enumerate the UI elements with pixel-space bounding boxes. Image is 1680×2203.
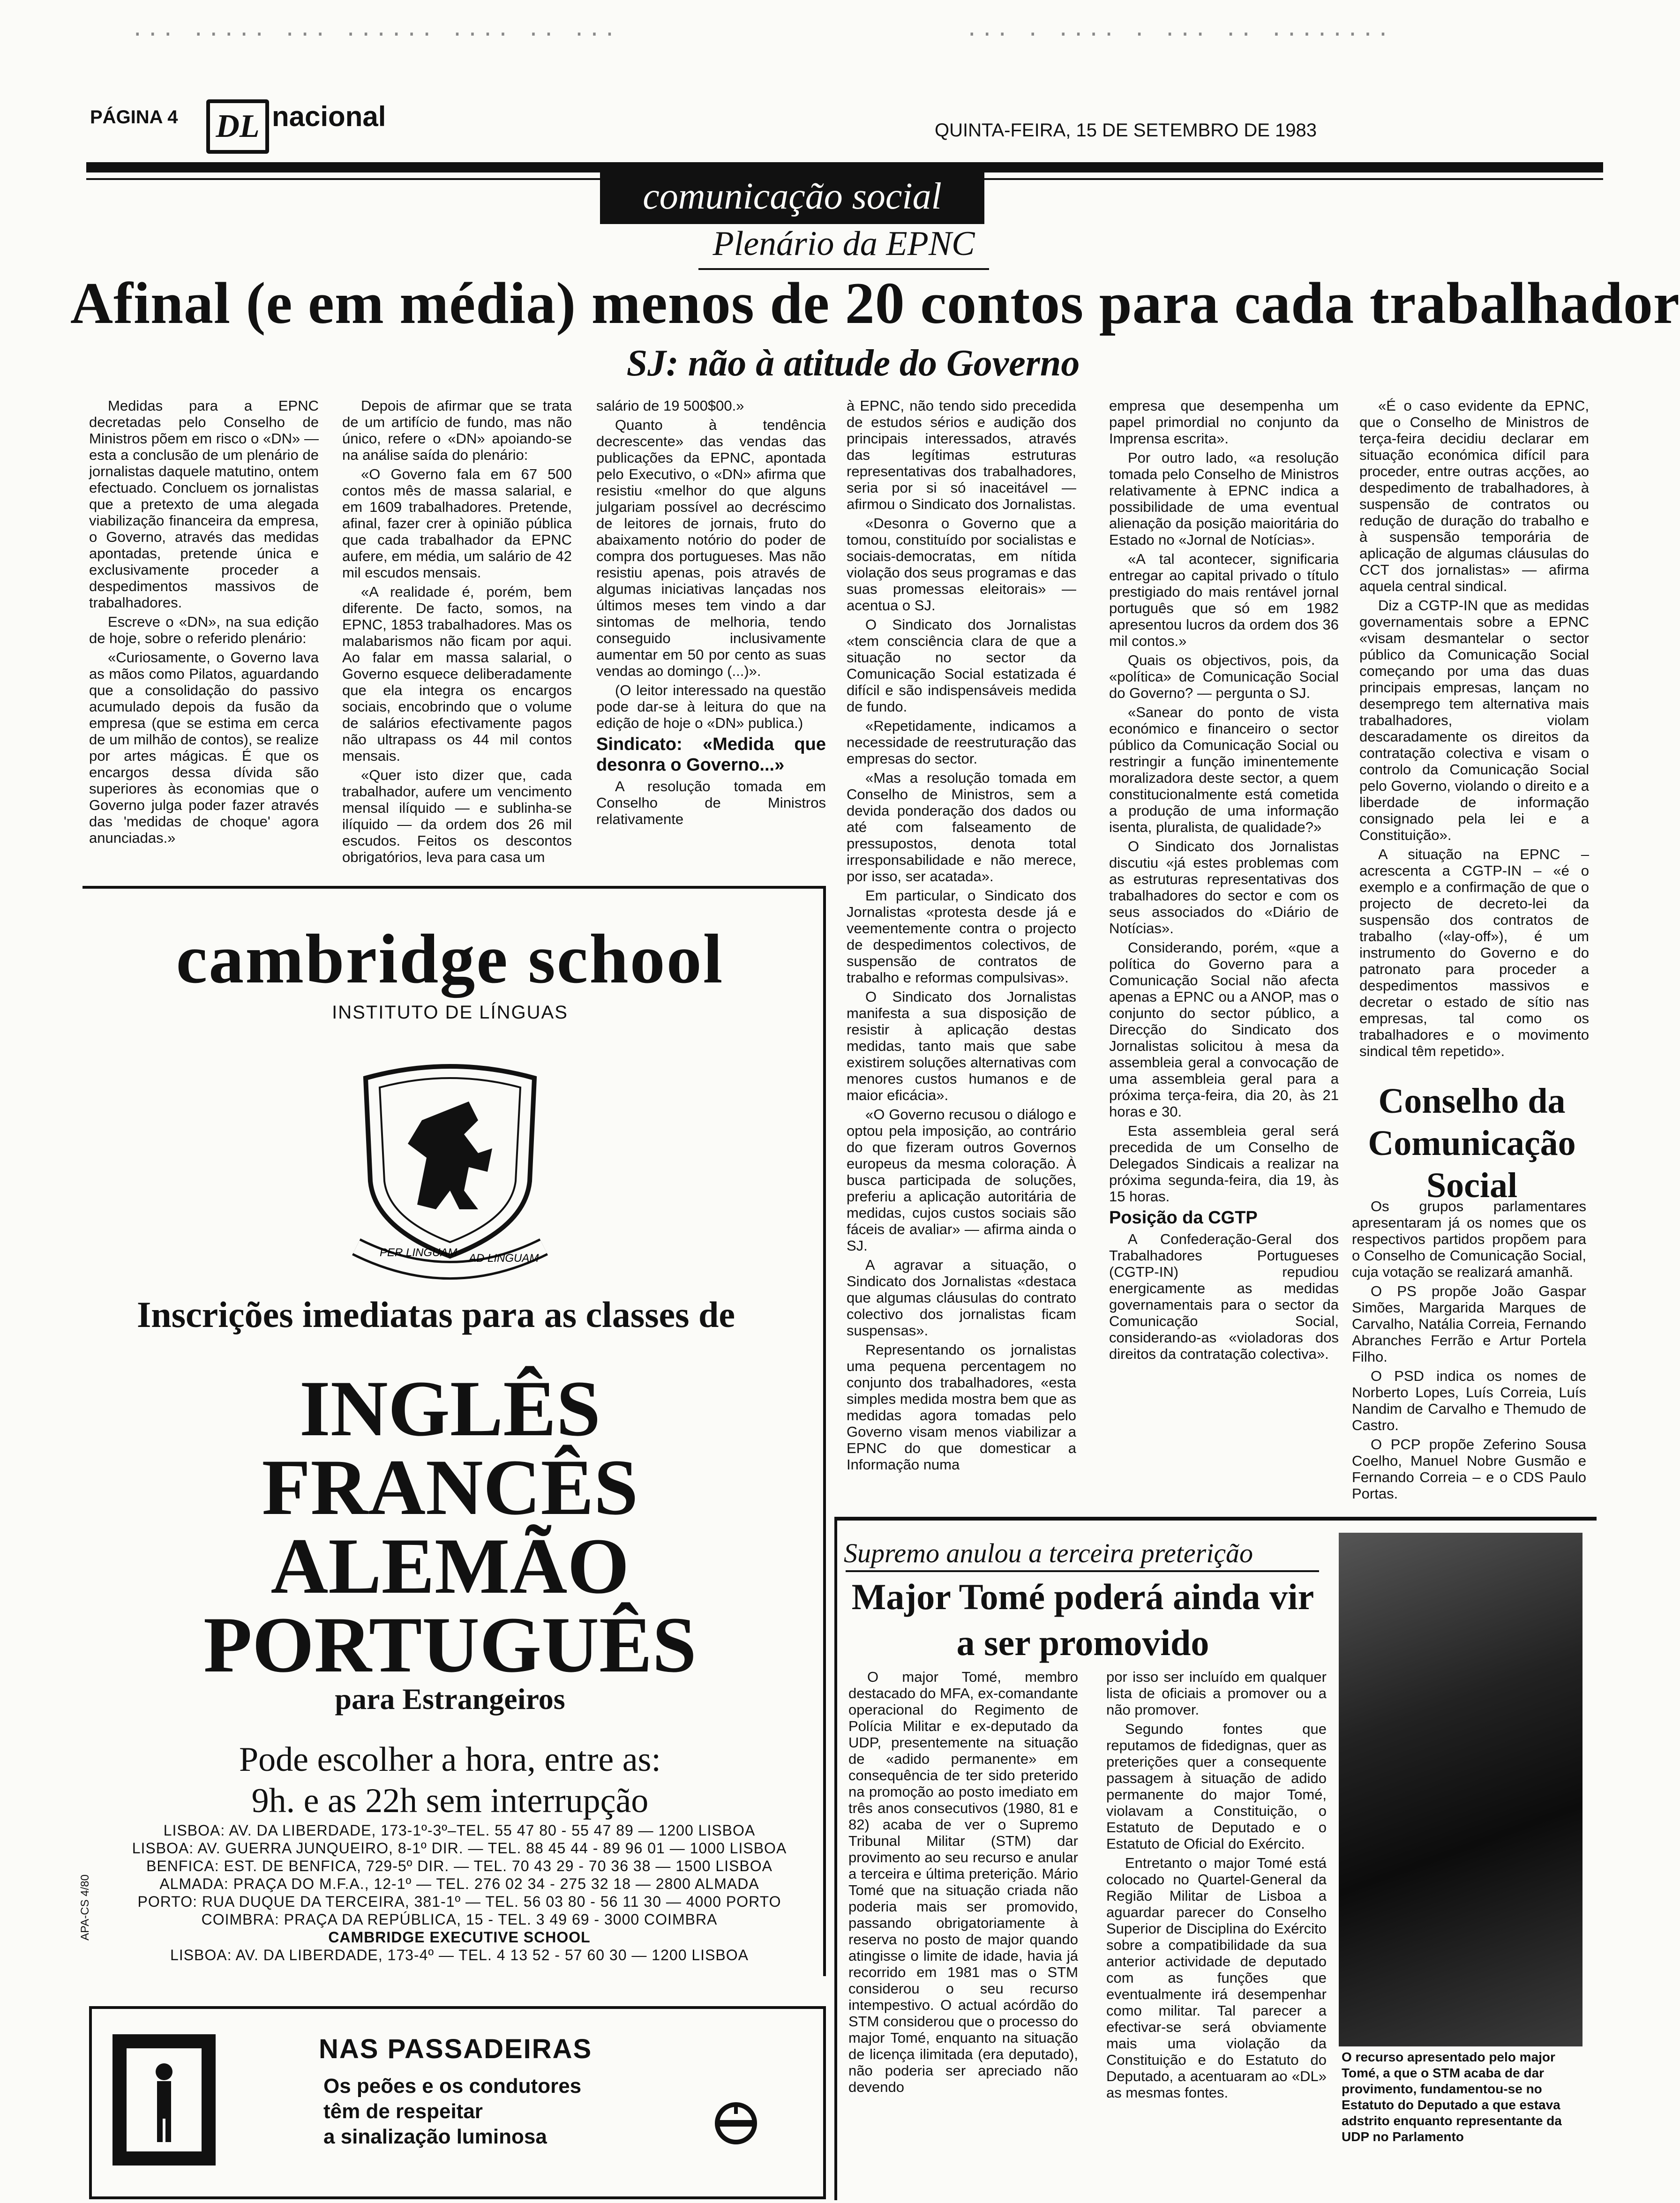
section-subheading: Posição da CGTP	[1109, 1208, 1258, 1228]
section-name: nacional	[272, 101, 386, 132]
paragraph: por isso ser incluído em qualquer lista de oficiais a promover ou a não promover.	[1106, 1669, 1327, 1718]
paragraph: O PSD indica os nomes de Norberto Lopes, Luís Correia, Luís Nandim de Carvalho e Themudo de Castro.	[1352, 1368, 1586, 1433]
paragraph: Representando os jornalistas uma pequena percentagem no conjunto dos trabalhadores, «esta simples medida mostra bem que as medidas agora tomadas pelo Governo visam menos viabilizar a EPNC do que domesticar a Informação numa	[847, 1341, 1076, 1473]
paragraph: Diz a CGTP-IN que as medidas governamentais sobre a EPNC «visam desmantelar o sector público da Comunicação Social começando por uma das duas principais empresas, lançam no desemprego tem alternativa mais trabalhadores, violam descaradamente os direitos da contratação colectiva e visam o controlo da Comunicação Social pelo Governo, violando o direito e a liberdade de informação consignado pela lei e a Constituição».	[1359, 597, 1589, 843]
language-frances: FRANCÊS	[262, 1443, 638, 1531]
paragraph: à EPNC, não tendo sido precedida de estudos sérios e audição dos principais interessados, através das legítimas estruturas representativas dos trabalhadores, seria por si só inaceitável — afirmou o Sindicato dos Jornalistas.	[847, 397, 1076, 512]
road-safety-logo-icon	[708, 2095, 764, 2151]
address-line: LISBOA: AV. DA LIBERDADE, 173-4º — TEL. 4 13 52 - 57 60 30 — 1200 LISBOA	[170, 1947, 749, 1963]
supremo-kicker: Supremo anulou a terceira preterição	[844, 1538, 1253, 1568]
section-banner: comunicação social	[600, 169, 984, 224]
conselho-body	[1352, 1198, 1586, 1505]
paragraph: «Desonra o Governo que a tomou, constituído por socialistas e sociais-democratas, em nítida violação dos seus programas e das suas promessas eleitorais» — acentua o SJ.	[847, 515, 1076, 614]
address-line: CAMBRIDGE EXECUTIVE SCHOOL	[328, 1929, 591, 1946]
article-kicker: Plenário da EPNC	[712, 225, 975, 263]
pedestrian-signal-icon	[108, 2030, 220, 2170]
supremo-kicker-underline	[846, 1570, 1319, 1572]
paragraph: O Sindicato dos Jornalistas discutiu «já estes problemas com as estruturas representativas dos trabalhadores do sector e com os seus associados do «Diário de Notícias».	[1109, 838, 1339, 937]
agency-code: APA-CS 4/80	[79, 1874, 91, 1941]
paragraph: «A tal acontecer, significaria entregar ao capital privado o título prestigiado do mais rentável jornal português que só em 1982 apresentou lucros da ordem dos 36 mil contos.»	[1109, 551, 1339, 649]
paragraph: Segundo fontes que reputamos de fidedignas, quer as preterições quer a consequente passagem à situação de adido permanente do major Tomé, violavam a Constituição, o Estatuto de Deputado e o Estatuto de Oficial do Exército.	[1106, 1721, 1327, 1852]
paragraph: empresa que desempenha um papel primordial no conjunto da Imprensa escrita».	[1109, 397, 1339, 447]
cambridge-hours-line-1: Pode escolher a hora, entre as:	[239, 1740, 661, 1779]
article-headline: Afinal (e em média) menos de 20 contos para cada trabalhador	[70, 271, 1680, 336]
page-number: PÁGINA 4	[90, 107, 178, 127]
paragraph: Medidas para a EPNC decretadas pelo Conselho de Ministros põem em risco o «DN» — esta a conclusão de um plenário de jornalistas daquele matutino, ontem efectuado. Concluem os jornalistas que a pretexto de uma alegada viabilização financeira da empresa, o Governo, através das medidas apontadas, pretende única e exclusivamente proceder a despedimentos massivos de trabalhadores.	[89, 397, 319, 611]
paragraph: Por outro lado, «a resolução tomada pelo Conselho de Ministros relativamente à EPNC indica a possibilidade de uma eventual alienação da posição maioritária do Estado no «Jornal de Notícias».	[1109, 450, 1339, 548]
paragraph: O Sindicato dos Jornalistas «tem consciência clara de que a situação no sector da Comunicação Social estatizada é difícil e são indispensáveis medida de fundo.	[847, 616, 1076, 715]
paragraph: O PS propõe João Gaspar Simões, Margarida Marques de Carvalho, Natália Correia, Fernando Abranches Ferrão e Artur Portela Filho.	[1352, 1283, 1586, 1365]
paragraph: O major Tomé, membro destacado do MFA, ex-comandante operacional do Regimento de Polícia Militar e ex-deputado da UDP, presentemente na situação de «adido permanente» em consequência de ter sido preterido na promoção ao posto imediato em três anos consecutivos (1980, 81 e 82) acaba de ver o Supremo Tribunal Militar (STM) dar provimento ao seu recurso e anular a terceira e última preterição. Mário Tomé que na situação criada não poderia mais ser promovido, passando obrigatoriamente à reserva no posto de major quando atingisse o limite de idade, havia já recorrido em 1981 mas o STM considerou o seu recurso intempestivo. O actual acórdão do STM considerou que o processo do major Tomé, enquanto na situação de licença ilimitada (era deputado), não poderia ser apreciado não devendo	[848, 1669, 1078, 2095]
address-line: ALMADA: PRAÇA DO M.F.A., 12-1º — TEL. 276 02 34 - 275 32 18 — 2800 ALMADA	[159, 1875, 759, 1892]
address-line: PORTO: RUA DUQUE DA TERCEIRA, 381-1º — TEL. 56 03 80 - 56 11 30 — 4000 PORTO	[137, 1893, 781, 1910]
paragraph: Entretanto o major Tomé está colocado no Quartel-General da Região Militar de Lisboa a aguardar parecer do Conselho Superior de Disciplina do Exército sobre a compatibilidade da sua anterior actividade de deputado com as funções que eventualmente irá desempenhar como militar. Tal parecer a efectivar-se será obviamente mais uma violação da Constituição e do Estatuto do Deputado, a acentuaram ao «DL» as mesmas fontes.	[1106, 1855, 1327, 2101]
crest-motto-left: PER LINGUAM	[380, 1246, 458, 1259]
address-line: LISBOA: AV. DA LIBERDADE, 173-1º-3º–TEL. 55 47 80 - 55 47 89 — 1200 LISBOA	[163, 1822, 756, 1839]
passadeiras-message	[323, 2074, 581, 2150]
photo-caption: O recurso apresentado pelo major Tomé, a que o STM acaba de dar provimento, fundamentou-se no Estatuto do Deputado a que estava adstrito enquanto representante da UDP no Parlamento	[1342, 2050, 1562, 2144]
article-column-6	[1359, 397, 1589, 1062]
dateline: QUINTA-FEIRA, 15 DE SETEMBRO DE 1983	[935, 120, 1317, 141]
article-column-5	[1109, 397, 1339, 1365]
article-column-2	[342, 397, 572, 868]
paragraph: Quanto à tendência decrescente» das vendas das publicações da EPNC, apontada pelo Executivo, o «DN» afirma que resistiu «melhor do que alguns julgariam possível ao decréscimo de leitores de jornais, fruto do abaixamento notório do poder de compra dos portugueses. Mas não resistiu apenas, pois através de algumas iniciativas lançadas nos últimos meses tem vindo a dar sintomas de melhoria, tendo conseguido inclusivamente aumentar em 50 por cento as suas vendas ao domingo (...)».	[596, 417, 826, 679]
cambridge-hours-line-2: 9h. e as 22h sem interrupção	[251, 1782, 649, 1820]
paragraph: «Repetidamente, indicamos a necessidade de reestruturação das empresas do sector.	[847, 718, 1076, 767]
supremo-headline: Major Tomé poderá ainda vir a ser promovido	[851, 1576, 1314, 1663]
language-ingles: INGLÊS	[299, 1364, 601, 1453]
paragraph: O PCP propõe Zeferino Sousa Coelho, Manuel Nobre Gusmão e Fernando Correia – e o CDS Paulo Portas.	[1352, 1436, 1586, 1502]
address-line: BENFICA: EST. DE BENFICA, 729-5º DIR. — TEL. 70 43 29 - 70 36 38 — 1500 LISBOA	[146, 1858, 772, 1874]
crest-motto-right: AD LINGUAM	[469, 1252, 539, 1265]
address-line: LISBOA: AV. GUERRA JUNQUEIRO, 8-1º DIR. — TEL. 88 45 44 - 89 96 01 — 1000 LISBOA	[132, 1840, 787, 1857]
article-column-4	[847, 397, 1076, 1476]
supremo-column-1	[848, 1669, 1078, 2098]
paragraph: O Sindicato dos Jornalistas manifesta a sua disposição de resistir à aplicação destas medidas, tanto mais que sabe existirem soluções alternativas com menores custos humanos e de maior eficácia».	[847, 989, 1076, 1103]
message-line: têm de respeitar	[323, 2100, 483, 2123]
paragraph: Esta assembleia geral será precedida de um Conselho de Delegados Sindicais a realizar na próxima segunda-feira, dia 19, às 15 horas.	[1109, 1123, 1339, 1205]
lion-crest-icon	[328, 1050, 572, 1284]
paragraph: A Confederação-Geral dos Trabalhadores Portugueses (CGTP-IN) repudiou energicamente as medidas governamentais para o sector da Comunicação Social, considerando-as «violadoras dos direitos da contratação colectiva».	[1109, 1231, 1339, 1362]
article-column-3	[596, 397, 826, 830]
paragraph: Escreve o «DN», na sua edição de hoje, sobre o referido plenário:	[89, 614, 319, 646]
language-alemao: ALEMÃO	[270, 1522, 630, 1610]
message-line: a sinalização luminosa	[323, 2125, 547, 2148]
paragraph: «Quer isto dizer que, cada trabalhador, aufere um vencimento mensal ilíquido — e sublinha-se ilíquido — da ordem dos 26 mil escudos. Feitos os descontos obrigatórios, leva para casa um	[342, 767, 572, 865]
paragraph: Depois de afirmar que se trata de um artifício de fundo, mas não único, refere o «DN» apoiando-se na análise saída do plenário:	[342, 397, 572, 463]
paragraph: «A realidade é, porém, bem diferente. De facto, somos, na EPNC, 1853 trabalhadores. Mas os malabarismos não ficam por aqui. Ao falar em massa salarial, o Governo esquece deliberadamente que ela integra os encargos sociais, encobrindo que o volume de salários efectivamente pagos não ultrapass os 44 mil contos mensais.	[342, 584, 572, 764]
cambridge-ad-title: cambridge school	[176, 920, 724, 998]
paragraph: Quais os objectivos, pois, da «política» de Comunicação Social do Governo? — pergunta o SJ.	[1109, 652, 1339, 701]
paragraph: A resolução tomada em Conselho de Ministros relativamente	[596, 778, 826, 827]
conselho-title: Conselho da Comunicação Social	[1368, 1081, 1576, 1205]
paragraph: «O Governo recusou o diálogo e optou pela imposição, ao contrário do que fizeram outros Governos europeus da mesma coloração. À busca participada de soluções, preferiu a aplicação autoritária de medidas, cujos custos sociais são fáceis de avaliar» — afirma ainda o SJ.	[847, 1106, 1076, 1254]
cambridge-addresses	[94, 1821, 825, 1964]
article-subhead: SJ: não à atitude do Governo	[626, 343, 1080, 384]
paragraph: «O Governo fala em 67 500 contos mês de massa salarial, e em 1609 trabalhadores. Pretende, afinal, fazer crer à opinião pública que cada trabalhador da EPNC aufere, em média, um salário de 42 mil escudos mensais.	[342, 466, 572, 581]
major-tome-photo	[1339, 1533, 1582, 2046]
paragraph: Os grupos parlamentares apresentaram já os nomes que os respectivos partidos propõem para o Conselho de Comunicação Social, cuja votação se realizará amanhã.	[1352, 1198, 1586, 1280]
message-line: Os peões e os condutores	[323, 2075, 582, 2098]
paragraph: «Sanear do ponto de vista económico e financeiro o sector público da Comunicação Social ou restringir a função iminentemente moralizadora deste sector, a quem constitucionalmente está cometida a produção de uma informação isenta, pluralista, de qualidade?»	[1109, 704, 1339, 835]
paragraph: Em particular, o Sindicato dos Jornalistas «protesta desde já e veementemente contra o projecto de despedimentos colectivos, de suspensão de contratos de trabalho e reformas compulsivas».	[847, 887, 1076, 986]
section-subheading: Sindicato: «Medida que desonra o Governo...»	[596, 734, 826, 775]
passadeiras-title: NAS PASSADEIRAS	[319, 2034, 592, 2064]
article-column-1	[89, 397, 319, 849]
address-line: COIMBRA: PRAÇA DA REPÚBLICA, 15 - TEL. 3 49 69 - 3000 COIMBRA	[201, 1911, 718, 1928]
newspaper-logo: DL	[206, 99, 269, 154]
paragraph: A situação na EPNC – acrescenta a CGTP-IN – «é o exemplo e a confirmação de que o projecto de decreto-lei da suspensão dos contratos de trabalho («lay-off»), é um instrumento do Governo e do patronato para proceder a despedimentos massivos e decretar o estado de sítio nas empresas, tal como os trabalhadores e o movimento sindical têm repetido».	[1359, 846, 1589, 1059]
paragraph: A agravar a situação, o Sindicato dos Jornalistas «destaca que algumas cláusulas do contrato colectivo dos jornalistas ficam suspensas».	[847, 1257, 1076, 1339]
languages-note: para Estrangeiros	[335, 1682, 565, 1716]
cambridge-ad-lead: Inscrições imediatas para as classes de	[136, 1294, 735, 1335]
header-bleedthrough: ··· ····· ··· ······ ···· ·· ··· ··· · ···· · ··· ·· ········	[131, 22, 1392, 46]
paragraph: Considerando, porém, «que a política do Governo para a Comunicação Social não afecta apenas a EPNC ou a ANOP, mas o conjunto do sector público, a Direcção do Sindicato dos Jornalistas solicitou à mesa da assembleia geral a convocação de uma assembleia geral para a próxima terça-feira, dia 20, às 21 horas e 30.	[1109, 939, 1339, 1120]
paragraph: salário de 19 500$00.»	[596, 397, 744, 414]
paragraph: «Curiosamente, o Governo lava as mãos como Pilatos, aguardando que a consolidação do passivo acumulado depois da fusão da empresa (que se estima em cerca de um milhão de contos), se realize por artes mágicas. É que os encargos dessa dívida são superiores às economias que o Governo julga poder fazer através das 'medidas de choque' agora anunciadas.»	[89, 649, 319, 846]
language-portugues: PORTUGUÊS	[203, 1601, 697, 1689]
paragraph: «É o caso evidente da EPNC, que o Conselho de Ministros de terça-feira decidiu declarar em situação económica difícil para proceder, entre outras acções, ao despedimento de trabalhadores, à suspensão de contratos ou redução de duração do trabalho e à suspensão temporária de aplicação de algumas cláusulas do CCT dos jornalistas» — afirma aquela central sindical.	[1359, 397, 1589, 594]
paragraph: (O leitor interessado na questão pode dar-se à leitura do que na edição de hoje o «DN» publica.)	[596, 682, 826, 731]
supremo-column-2	[1106, 1669, 1327, 2104]
cambridge-ad-subtitle: INSTITUTO DE LÍNGUAS	[332, 1002, 568, 1023]
paragraph: «Mas a resolução tomada em Conselho de Ministros, sem a devida ponderação dos dados ou até com falseamento de pressupostos, denota total irresponsabilidade e não merece, por isso, ser acatada».	[847, 770, 1076, 884]
